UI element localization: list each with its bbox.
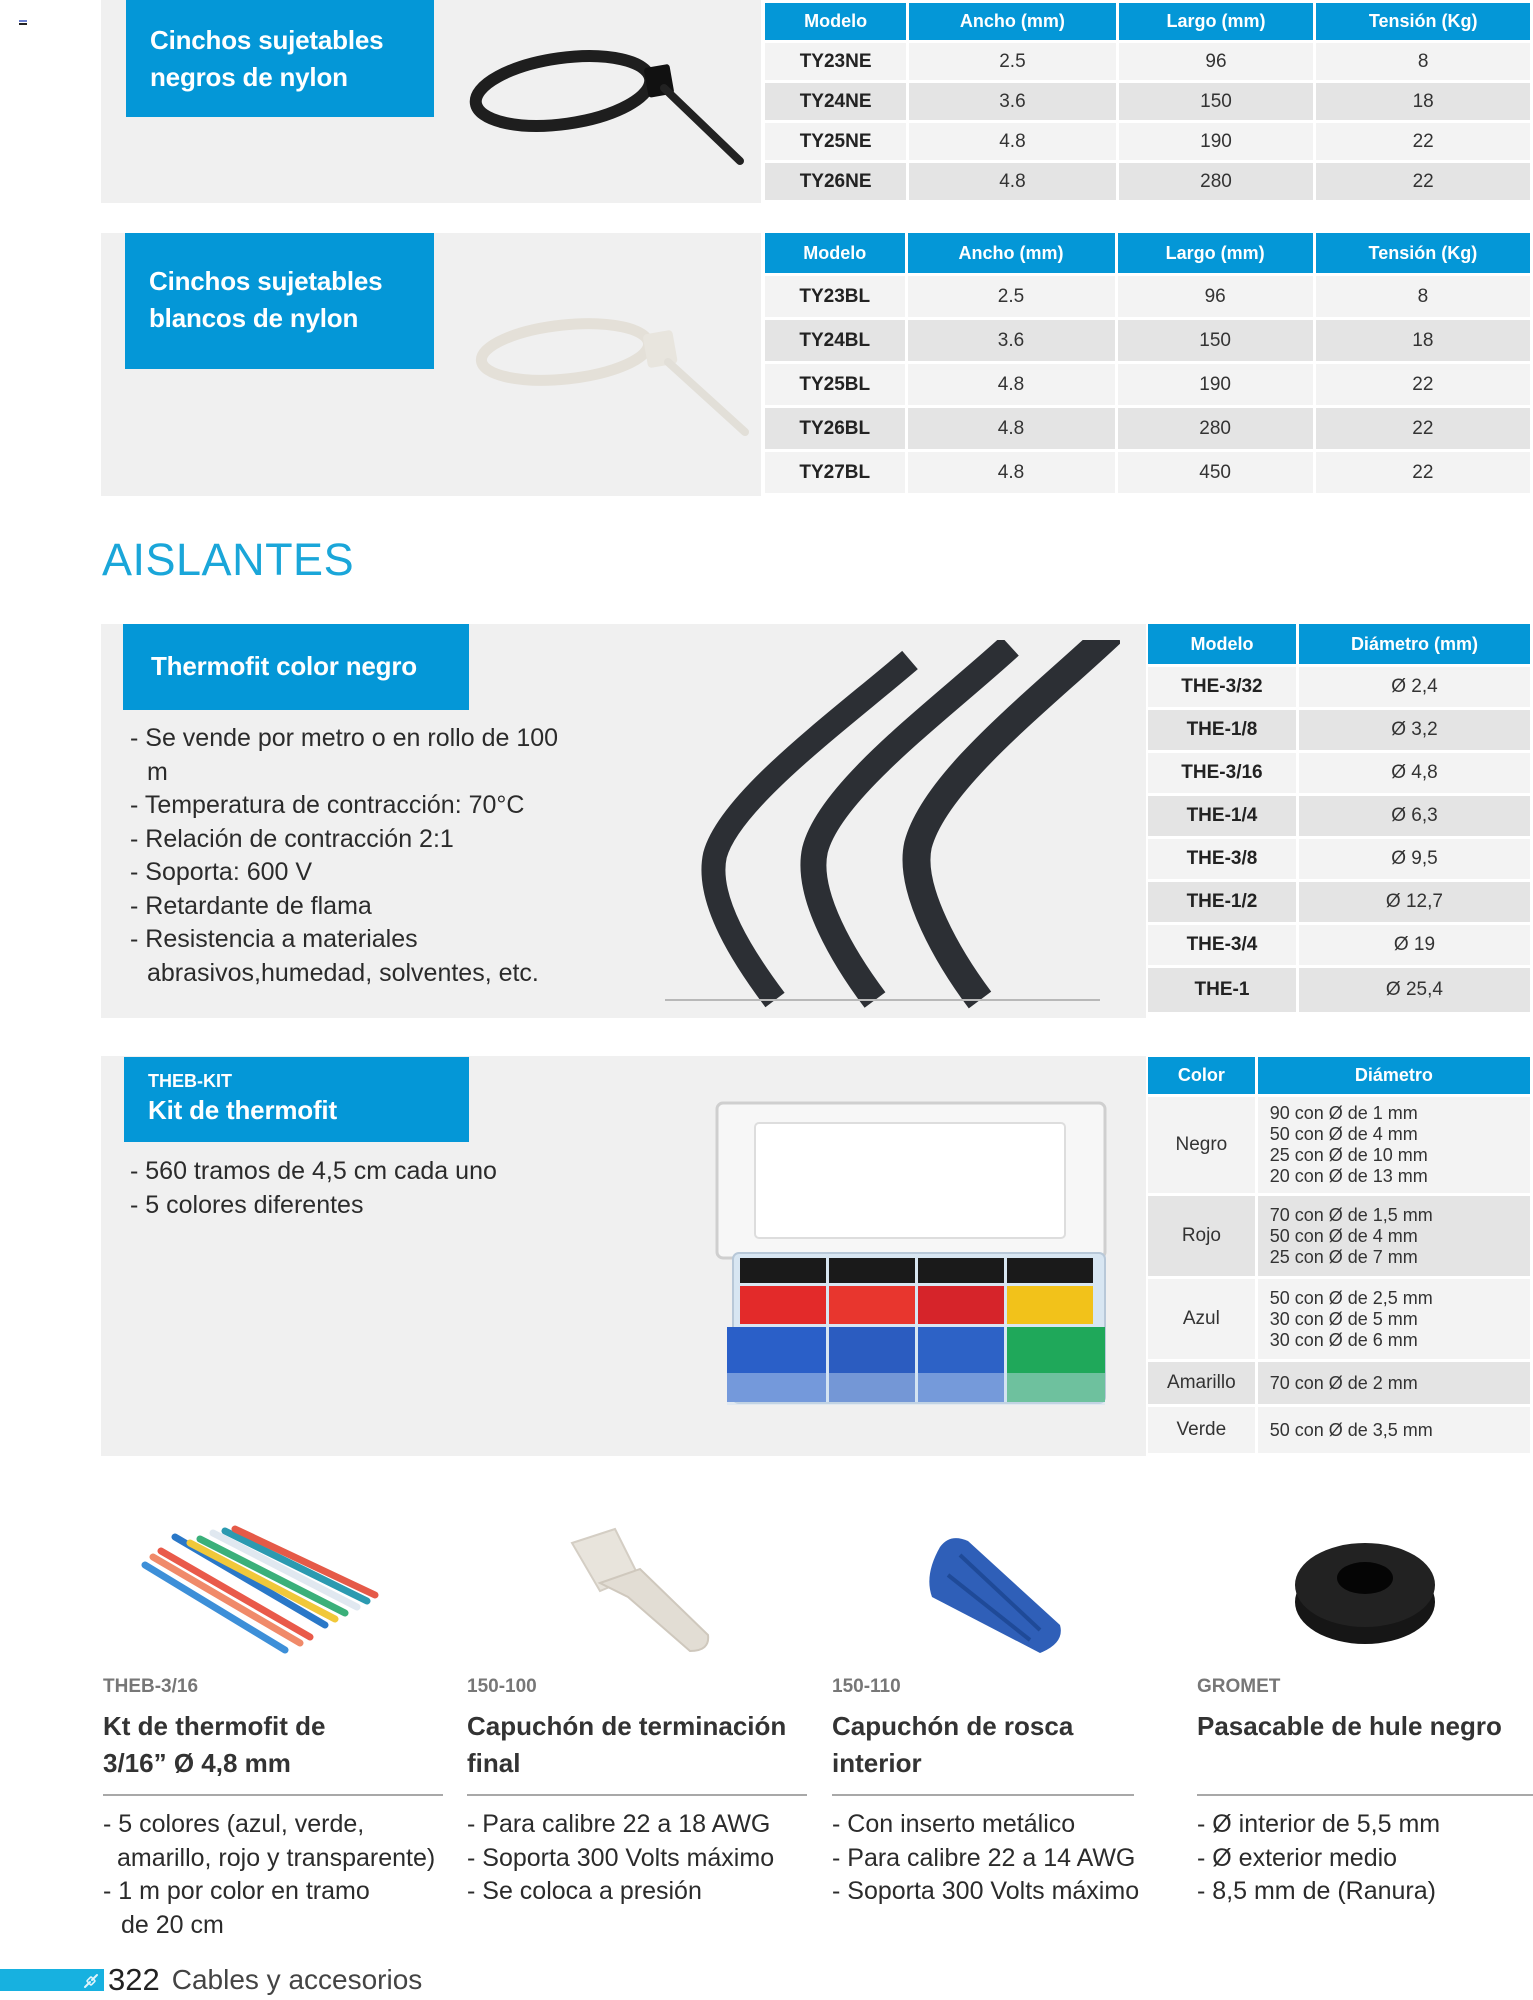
- white-cable-ties-title-line2: blancos de nylon: [149, 303, 359, 333]
- table-row: [765, 452, 1530, 493]
- column-header: Diámetro: [1258, 1057, 1530, 1094]
- column-header: Tensión (Kg): [1316, 3, 1530, 40]
- column-header: Diámetro (mm): [1299, 624, 1530, 664]
- feature-item: - Resistencia a materiales abrasivos,humedad, solventes, etc.: [130, 925, 539, 987]
- product-name-line1: Pasacable de hule negro: [1197, 1711, 1502, 1741]
- feature-item: - Para calibre 22 a 14 AWG: [832, 1843, 1136, 1872]
- diameter-cell: Ø 9,5: [1299, 839, 1530, 879]
- diameter-cell: [1258, 1097, 1530, 1193]
- length-cell: 190: [1119, 123, 1314, 160]
- color-cell: Amarillo: [1148, 1362, 1255, 1404]
- feature-item: - Se coloca a presión: [467, 1877, 702, 1905]
- product-features: [467, 1808, 807, 1909]
- diameter-cell: Ø 4,8: [1299, 753, 1530, 793]
- product-name-line1: Capuchón de rosca interior: [832, 1711, 1074, 1778]
- diameter-line: 50 con Ø de 2,5 mm: [1269, 1287, 1433, 1308]
- feature-item: - Con inserto metálico: [832, 1810, 1076, 1838]
- table-row: [765, 320, 1530, 361]
- product-code: THEB-3/16: [103, 1676, 199, 1697]
- table-row: [1148, 968, 1530, 1012]
- thermofit-black-table: [1145, 621, 1533, 1015]
- thermofit-black-features: [130, 722, 570, 990]
- length-cell: 190: [1118, 364, 1313, 405]
- product-code: 150-110: [832, 1676, 901, 1697]
- feature-item: - 560 tramos de 4,5 cm cada uno: [130, 1157, 497, 1185]
- feature-item: - Temperatura de contracción: 70°C: [130, 791, 525, 819]
- black-cable-ties-title-box: [126, 0, 434, 117]
- black-heat-shrink-tubes-image: [660, 640, 1120, 1010]
- diameter-cell: Ø 12,7: [1299, 882, 1530, 922]
- colored-heat-shrink-bundle-image: [135, 1525, 395, 1655]
- diameter-line: 20 con Ø de 13 mm: [1269, 1166, 1428, 1186]
- width-cell: 4.8: [909, 123, 1115, 160]
- tension-cell: 18: [1316, 320, 1530, 361]
- width-cell: 3.6: [909, 83, 1115, 120]
- diameter-cell: [1258, 1362, 1530, 1404]
- product-name: [103, 1708, 443, 1792]
- table-row: [1148, 710, 1530, 750]
- product-code: GROMET: [1197, 1676, 1281, 1697]
- footer-section-name: Cables y accesorios: [171, 1964, 423, 1995]
- diameter-cell: Ø 2,4: [1299, 667, 1530, 707]
- model-cell: THE-3/32: [1148, 667, 1296, 707]
- product-features: [1197, 1808, 1533, 1909]
- product-name: [467, 1708, 807, 1792]
- white-cable-tie-image: [470, 300, 750, 440]
- diameter-cell: Ø 6,3: [1299, 796, 1530, 836]
- table-row: [1148, 882, 1530, 922]
- feature-item: de 20 cm: [121, 1910, 224, 1939]
- model-cell: TY27BL: [765, 452, 905, 493]
- feature-item: - Relación de contracción 2:1: [130, 824, 454, 853]
- tension-cell: 22: [1316, 123, 1530, 160]
- divider: [832, 1794, 1134, 1796]
- length-cell: 280: [1119, 163, 1314, 200]
- thermofit-kit-title-box: [124, 1057, 469, 1142]
- tension-cell: 18: [1316, 83, 1530, 120]
- product-card: [832, 1676, 1162, 1909]
- table-row: [765, 364, 1530, 405]
- tension-cell: 8: [1316, 43, 1530, 80]
- feature-item: - Soporta 300 Volts máximo: [832, 1877, 1140, 1905]
- width-cell: 2.5: [908, 276, 1115, 317]
- table-row: [1148, 1097, 1530, 1193]
- length-cell: 96: [1119, 43, 1314, 80]
- table-row: [765, 83, 1530, 120]
- thermofit-kit-table: [1145, 1054, 1533, 1456]
- model-cell: THE-1/2: [1148, 882, 1296, 922]
- product-name-line2: 3/16” Ø 4,8 mm: [103, 1748, 291, 1778]
- white-cable-ties-title-line1: Cinchos sujetables: [149, 266, 383, 296]
- diameter-line: 50 con Ø de 4 mm: [1269, 1124, 1418, 1144]
- column-header: Modelo: [1148, 624, 1296, 664]
- diameter-cell: [1258, 1279, 1530, 1359]
- diameter-line: 25 con Ø de 10 mm: [1269, 1145, 1428, 1165]
- diameter-line: 90 con Ø de 1 mm: [1269, 1103, 1418, 1123]
- product-card: [103, 1676, 443, 1942]
- model-cell: TY23BL: [765, 276, 905, 317]
- black-cable-tie-image: [468, 36, 748, 166]
- column-header: Largo (mm): [1118, 233, 1313, 273]
- table-row: [1148, 925, 1530, 965]
- cable-icon: [82, 1970, 100, 1990]
- model-cell: TY24BL: [765, 320, 905, 361]
- table-row: [1148, 796, 1530, 836]
- model-cell: TY25NE: [765, 123, 906, 160]
- product-features: [103, 1808, 443, 1942]
- column-header: Modelo: [765, 3, 906, 40]
- feature-item: - Ø exterior medio: [1197, 1843, 1398, 1872]
- table-row: [1148, 753, 1530, 793]
- color-cell: Rojo: [1148, 1196, 1255, 1276]
- diameter-cell: [1258, 1407, 1530, 1453]
- length-cell: 150: [1118, 320, 1313, 361]
- white-cable-ties-title-box: [125, 233, 434, 369]
- tension-cell: 22: [1316, 452, 1530, 493]
- product-code: 150-100: [467, 1676, 537, 1697]
- table-row: [1148, 839, 1530, 879]
- color-cell: Verde: [1148, 1407, 1255, 1453]
- page-number: 322: [108, 1962, 160, 1997]
- length-cell: 450: [1118, 452, 1313, 493]
- diameter-line: 50 con Ø de 4 mm: [1269, 1225, 1418, 1246]
- model-cell: THE-3/4: [1148, 925, 1296, 965]
- model-cell: THE-3/16: [1148, 753, 1296, 793]
- feature-item: - 5 colores diferentes: [130, 1190, 364, 1219]
- width-cell: 2.5: [909, 43, 1115, 80]
- column-header: Ancho (mm): [908, 233, 1115, 273]
- width-cell: 4.8: [909, 163, 1115, 200]
- model-cell: THE-1/8: [1148, 710, 1296, 750]
- diameter-line: 50 con Ø de 3,5 mm: [1269, 1419, 1433, 1440]
- table-row: [765, 276, 1530, 317]
- feature-item: - 5 colores (azul, verde,: [103, 1810, 365, 1838]
- diameter-cell: Ø 19: [1299, 925, 1530, 965]
- color-cell: Azul: [1148, 1279, 1255, 1359]
- tension-cell: 22: [1316, 408, 1530, 449]
- feature-item: - 1 m por color en tramo: [103, 1877, 370, 1905]
- model-cell: TY24NE: [765, 83, 906, 120]
- diameter-line: 70 con Ø de 1,5 mm: [1269, 1204, 1433, 1225]
- product-card: [467, 1676, 807, 1909]
- model-cell: TY26BL: [765, 408, 905, 449]
- corner-mark-icon: [19, 20, 27, 28]
- blue-wire-nut-image: [920, 1535, 1070, 1660]
- product-card: [1197, 1676, 1533, 1909]
- column-header: Largo (mm): [1119, 3, 1314, 40]
- feature-item: - Ø interior de 5,5 mm: [1197, 1810, 1441, 1838]
- footer-bar: [0, 1969, 104, 1991]
- diameter-line: 25 con Ø de 7 mm: [1269, 1246, 1418, 1267]
- product-name: [832, 1708, 1162, 1792]
- black-cable-ties-title-line2: negros de nylon: [150, 62, 348, 92]
- diameter-cell: Ø 25,4: [1299, 968, 1530, 1012]
- thermofit-black-title-box: [123, 624, 469, 710]
- product-name-line1: Kt de thermofit de: [103, 1711, 326, 1741]
- table-row: [1148, 667, 1530, 707]
- color-cell: Negro: [1148, 1097, 1255, 1193]
- divider: [1197, 1794, 1533, 1796]
- product-name-line2: final: [467, 1748, 521, 1778]
- feature-item: - 8,5 mm de (Ranura): [1197, 1877, 1436, 1905]
- width-cell: 4.8: [908, 364, 1115, 405]
- diameter-line: 30 con Ø de 5 mm: [1269, 1308, 1418, 1329]
- feature-item: - Retardante de flama: [130, 891, 372, 920]
- table-row: [1148, 1196, 1530, 1276]
- diameter-line: 70 con Ø de 2 mm: [1269, 1372, 1418, 1393]
- divider: [467, 1794, 807, 1796]
- length-cell: 96: [1118, 276, 1313, 317]
- black-cable-ties-title-line1: Cinchos sujetables: [150, 25, 384, 55]
- white-cable-ties-table: [762, 230, 1533, 496]
- diameter-cell: [1258, 1196, 1530, 1276]
- table-row: [765, 123, 1530, 160]
- model-cell: THE-1/4: [1148, 796, 1296, 836]
- width-cell: 3.6: [908, 320, 1115, 361]
- model-cell: TY26NE: [765, 163, 906, 200]
- page-footer: [0, 1962, 423, 1997]
- tension-cell: 8: [1316, 276, 1530, 317]
- feature-item: - Se vende por metro o en rollo de 100 m: [130, 724, 559, 786]
- product-name: [1197, 1708, 1533, 1792]
- width-cell: 4.8: [908, 452, 1115, 493]
- table-row: [1148, 1407, 1530, 1453]
- heat-shrink-kit-box-image: [705, 1093, 1115, 1413]
- tension-cell: 22: [1316, 163, 1530, 200]
- column-header: Modelo: [765, 233, 905, 273]
- width-cell: 4.8: [908, 408, 1115, 449]
- thermofit-black-title: Thermofit color negro: [151, 651, 417, 681]
- model-cell: THE-3/8: [1148, 839, 1296, 879]
- black-cable-ties-table: [762, 0, 1533, 203]
- column-header: Color: [1148, 1057, 1255, 1094]
- product-name-line1: Capuchón de terminación: [467, 1711, 787, 1741]
- diameter-cell: Ø 3,2: [1299, 710, 1530, 750]
- length-cell: 280: [1118, 408, 1313, 449]
- tension-cell: 22: [1316, 364, 1530, 405]
- length-cell: 150: [1119, 83, 1314, 120]
- product-features: [832, 1808, 1162, 1909]
- table-row: [1148, 1279, 1530, 1359]
- feature-item: - Soporta 300 Volts máximo: [467, 1843, 775, 1872]
- model-cell: TY25BL: [765, 364, 905, 405]
- model-cell: TY23NE: [765, 43, 906, 80]
- table-row: [765, 408, 1530, 449]
- diameter-line: 30 con Ø de 6 mm: [1269, 1329, 1418, 1350]
- feature-item: - Soporta: 600 V: [130, 858, 313, 886]
- column-header: Ancho (mm): [909, 3, 1115, 40]
- thermofit-kit-code: THEB-KIT: [148, 1071, 232, 1091]
- feature-item: - Para calibre 22 a 18 AWG: [467, 1810, 771, 1838]
- feature-item: amarillo, rojo y transparente): [117, 1843, 436, 1872]
- section-heading: AISLANTES: [102, 534, 355, 585]
- column-header: Tensión (Kg): [1316, 233, 1530, 273]
- divider: [103, 1794, 443, 1796]
- thermofit-kit-title: Kit de thermofit: [148, 1095, 337, 1125]
- table-row: [765, 163, 1530, 200]
- model-cell: THE-1: [1148, 968, 1296, 1012]
- table-row: [765, 43, 1530, 80]
- black-rubber-grommet-image: [1290, 1530, 1440, 1650]
- table-row: [1148, 1362, 1530, 1404]
- thermofit-kit-features: [130, 1155, 570, 1222]
- clear-end-cap-image: [560, 1525, 720, 1655]
